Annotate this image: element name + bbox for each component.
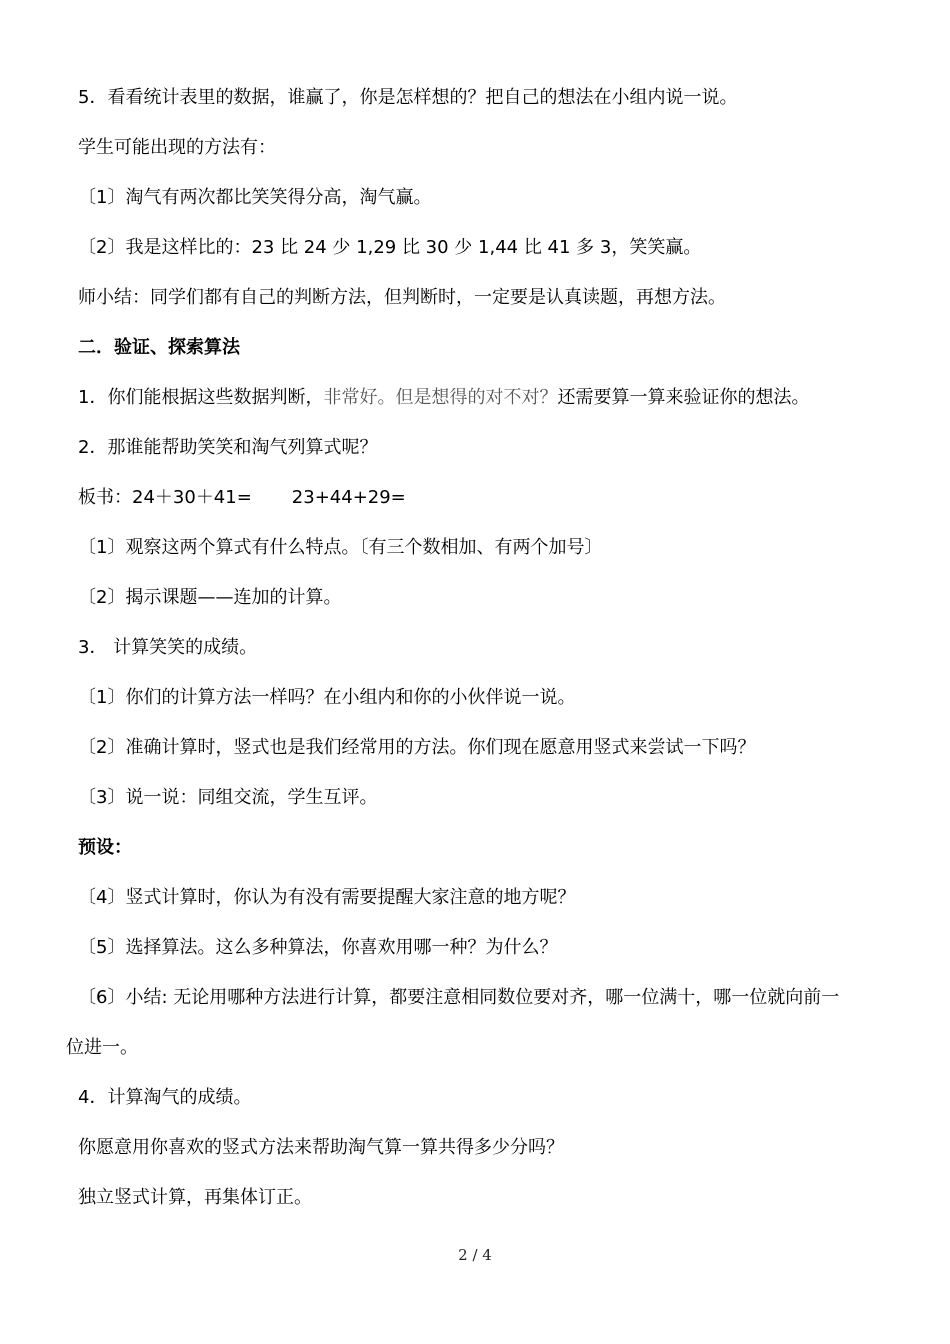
page-number: 2 / 4	[458, 1246, 492, 1264]
paragraph-teacher-summary: 师小结：同学们都有自己的判断方法，但判断时，一定要是认真读题，再想方法。	[78, 287, 726, 308]
board-equation-1: 板书：24＋30＋41=	[78, 487, 252, 508]
board-equation-2: 23+44+29=	[291, 487, 406, 508]
paragraph-independent: 独立竖式计算，再集体订正。	[78, 1187, 312, 1208]
paragraph-verify-2: 2．那谁能帮助笑笑和淘气列算式呢？	[78, 437, 378, 458]
verify-1-part-b: 非常好。但是想得的对不对？	[323, 387, 558, 408]
paragraph-summary-line-2: 位进一。	[66, 1037, 138, 1058]
verify-1-part-c: 还需要算一算来验证你的想法。	[557, 387, 810, 408]
paragraph-board-writing	[78, 486, 910, 510]
paragraph-willing: 你愿意用你喜欢的竖式方法来帮助淘气算一算共得多少分吗？	[78, 1137, 564, 1158]
paragraph-method-compare: 〔1〕你们的计算方法一样吗？在小组内和你的小伙伴说一说。	[78, 687, 576, 708]
paragraph-item-5: 5．看看统计表里的数据，谁赢了，你是怎样想的？把自己的想法在小组内说一说。	[78, 87, 738, 108]
paragraph-topic: 〔2〕揭示课题——连加的计算。	[78, 587, 342, 608]
paragraph-verify-4: 4．计算淘气的成绩。	[78, 1087, 252, 1108]
paragraph-verify-1	[78, 386, 910, 410]
paragraph-discuss: 〔3〕说一说：同组交流，学生互评。	[78, 787, 378, 808]
paragraph-verify-3: 3． 计算笑笑的成绩。	[78, 637, 258, 658]
paragraph-summary-line-1: 〔6〕小结: 无论用哪种方法进行计算，都要注意相同数位要对齐，哪一位满十，哪一位就向前一	[78, 987, 840, 1008]
paragraph-method-2: 〔2〕我是这样比的：23 比 24 少 1,29 比 30 少 1,44 比 41 多 3，笑笑赢。	[78, 237, 702, 258]
paragraph-choose-method: 〔5〕选择算法。这么多种算法，你喜欢用哪一种？为什么？	[78, 937, 558, 958]
verify-1-part-a: 1．你们能根据这些数据判断，	[78, 387, 324, 408]
paragraph-method-1: 〔1〕淘气有两次都比笑笑得分高，淘气赢。	[78, 187, 432, 208]
paragraph-methods-intro: 学生可能出现的方法有：	[78, 137, 276, 158]
section-heading-preset: 预设：	[78, 837, 132, 858]
paragraph-notice: 〔4〕竖式计算时，你认为有没有需要提醒大家注意的地方呢？	[78, 887, 576, 908]
paragraph-vertical-method: 〔2〕准确计算时，竖式也是我们经常用的方法。你们现在愿意用竖式来尝试一下吗？	[78, 737, 756, 758]
paragraph-observe: 〔1〕观察这两个算式有什么特点。〔有三个数相加、有两个加号〕	[78, 537, 603, 558]
section-heading-2: 二．验证、探索算法	[78, 337, 240, 358]
